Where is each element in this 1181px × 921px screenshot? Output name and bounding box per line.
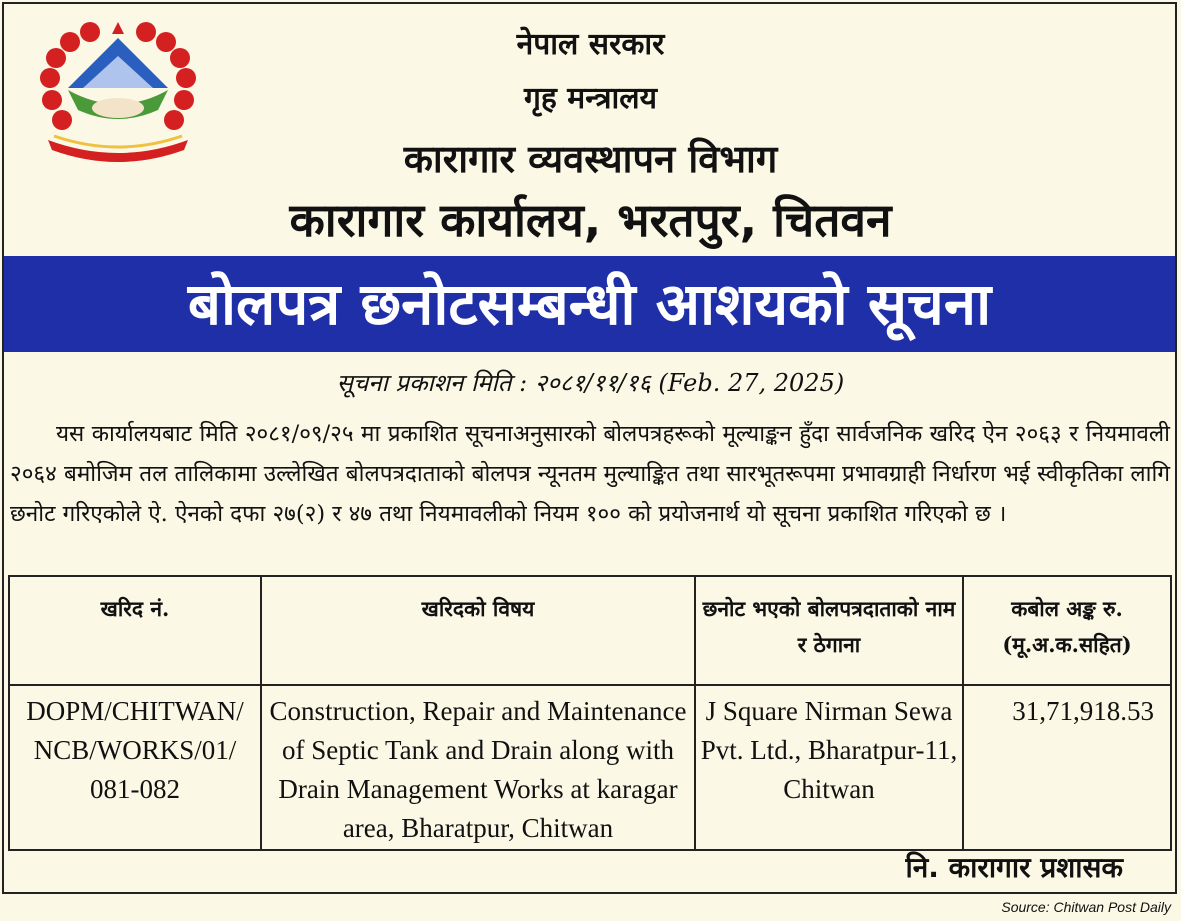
office-name: कारागार कार्यालय, भरतपुर, चितवन bbox=[289, 193, 892, 247]
signoff: नि. कारागार प्रशासक bbox=[905, 851, 1123, 884]
purchase-no-cell: DOPM/CHITWAN/ NCB/WORKS/01/ 081-082 bbox=[9, 685, 261, 850]
department-name: कारागार व्यवस्थापन विभाग bbox=[403, 137, 778, 181]
notice-title-band bbox=[4, 256, 1175, 352]
notice-body-text: यस कार्यालयबाट मिति २०८१/०९/२५ मा प्रकाशित सूचनाअनुसारको बोलपत्रहरूको मूल्याङ्कन हुँदा सार्वजनिक खरिद ऐन २०६३ र नियमावली २०६४ बमोजिम तल तालिकामा उल्लेखित बोलपत्रदाताको बोलपत्र न्यूनतम मुल्याङ्कित तथा सारभूतरूपमा प्रभावग्राही निर्धारण भई स्वीकृतिका लागि छनोट गरिएकोले ऐ. ऐनको दफा २७(२) र ४७ तथा नियमावलीको नियम १०० को प्रयोजनार्थ यो सूचना प्रकाशित गरिएको छ । bbox=[10, 421, 1170, 527]
source-credit: Source: Chitwan Post Daily bbox=[1001, 899, 1171, 915]
amount-cell: 31,71,918.53 bbox=[963, 685, 1171, 850]
col-header-amount: कबोल अङ्क रु. (मू.अ.क.सहित) bbox=[963, 576, 1171, 685]
gov-name: नेपाल सरकार bbox=[516, 27, 665, 62]
bid-table bbox=[8, 575, 1172, 851]
ministry-name: गृह मन्त्रालय bbox=[523, 81, 658, 116]
notice-title: बोलपत्र छनोटसम्बन्धी आशयको सूचना bbox=[187, 270, 992, 338]
col-header-subject: खरिदको विषय bbox=[261, 576, 695, 685]
col-header-bidder: छनोट भएको बोलपत्रदाताको नाम र ठेगाना bbox=[695, 576, 963, 685]
col-header-purchase-no: खरिद नं. bbox=[9, 576, 261, 685]
bidder-cell: J Square Nirman Sewa Pvt. Ltd., Bharatpur-11, Chitwan bbox=[695, 685, 963, 850]
table-row bbox=[9, 685, 1171, 850]
publish-date: सूचना प्रकाशन मिति : २०८१/११/१६ (Feb. 27, 2025) bbox=[336, 369, 845, 397]
subject-cell: Construction, Repair and Maintenance of Septic Tank and Drain along with Drain Management Works at karagar area, Bharatpur, Chitwan bbox=[261, 685, 695, 850]
table-header-row bbox=[9, 576, 1171, 685]
notice-body bbox=[10, 414, 1170, 534]
